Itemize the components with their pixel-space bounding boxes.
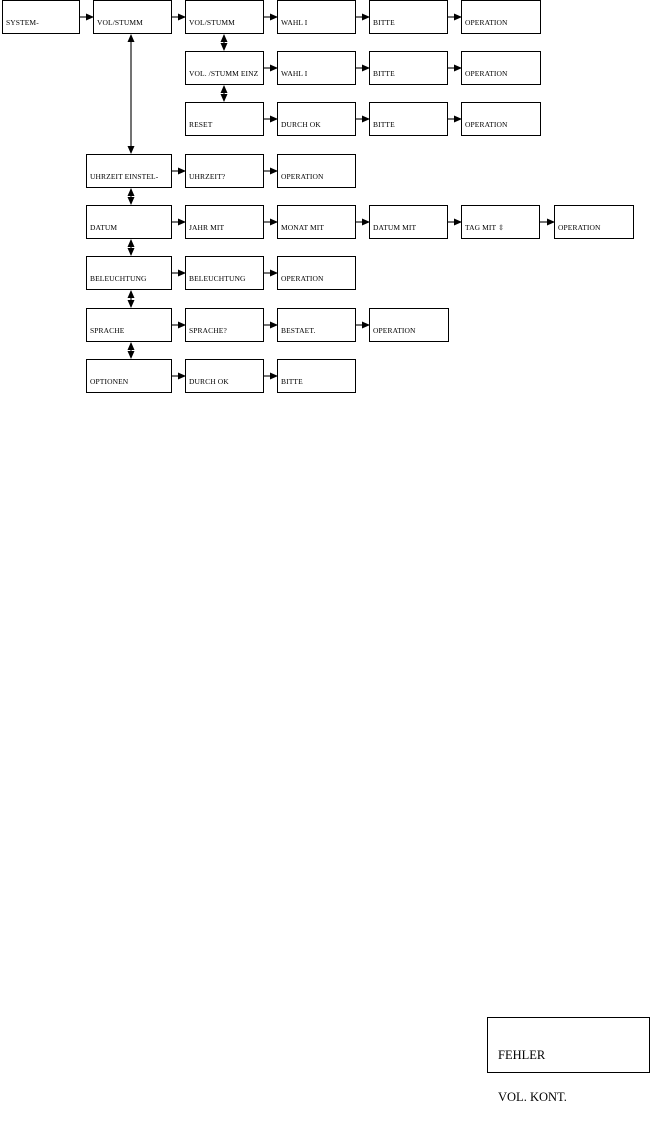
box-line: DATUM xyxy=(90,223,118,233)
box-sprache-frage xyxy=(185,308,264,342)
box-line: RESET xyxy=(189,120,213,130)
box-datum-einstellen xyxy=(86,205,172,239)
box-line: MONAT MIT xyxy=(281,223,325,233)
box-bitte-warten-1 xyxy=(369,0,448,34)
box-beleuchtung-einstellen xyxy=(86,256,172,290)
box-operation-gegluekt-5 xyxy=(554,205,634,239)
box-line: OPERATION xyxy=(465,120,508,130)
box-line: OPERATION xyxy=(558,223,601,233)
box-uhrzeit-einstellen xyxy=(86,154,172,188)
box-line: BESTAET. xyxy=(281,326,316,336)
box-line: BITTE xyxy=(373,18,395,28)
box-operation-gegluekt-4 xyxy=(277,154,356,188)
box-line: UHRZEIT? xyxy=(189,172,226,182)
box-line: DATUM MIT xyxy=(373,223,417,233)
box-operation-gegluekt-1 xyxy=(461,0,541,34)
box-wahl-geraets-2 xyxy=(277,51,356,85)
box-line: TAG MIT ⇳ xyxy=(465,223,505,233)
box-wahl-geraets-1 xyxy=(277,0,356,34)
box-line: OPERATION xyxy=(465,69,508,79)
box-line: SPRACHE xyxy=(90,326,125,336)
box-line: OPTIONEN xyxy=(90,377,129,387)
box-line: SYSTEM- xyxy=(6,18,39,28)
box-line: DURCH OK xyxy=(189,377,229,387)
box-line: OPERATION xyxy=(373,326,416,336)
box-line: OPERATION xyxy=(281,172,324,182)
box-bitte-warten-2 xyxy=(369,51,448,85)
box-fehler-vol-kont xyxy=(487,1017,650,1104)
box-line: SPRACHE? xyxy=(189,326,227,336)
box-tag-waehlen xyxy=(461,205,540,239)
box-durch-ok-bestaetigen xyxy=(277,102,356,136)
box-line: UHRZEIT EINSTEL- xyxy=(90,172,159,182)
box-line: FEHLER xyxy=(498,1048,546,1062)
box-durch-ok-loeschen xyxy=(185,359,264,393)
box-line: VOL/STUMM xyxy=(189,18,235,28)
box-line: BELEUCHTUNG xyxy=(189,274,246,284)
box-operation-gegluekt-3 xyxy=(461,102,541,136)
box-line: WAHL I xyxy=(281,18,308,28)
box-line: BITTE xyxy=(373,120,395,130)
box-bestaet-deutsch xyxy=(277,308,356,342)
box-vol-stumm-alle xyxy=(185,0,264,34)
box-bitte-warten-3 xyxy=(369,102,448,136)
box-operation-gegluekt-6 xyxy=(277,256,356,290)
box-optionen-loeschen xyxy=(86,359,172,393)
box-system xyxy=(2,0,80,34)
box-reset-vol-stumm xyxy=(185,102,264,136)
box-line: WAHL I xyxy=(281,69,308,79)
box-monat-waehlen xyxy=(277,205,356,239)
box-line: VOL/STUMM xyxy=(97,18,143,28)
box-jahr-waehlen xyxy=(185,205,264,239)
box-bitte-warten-4 xyxy=(277,359,356,393)
box-line: OPERATION xyxy=(465,18,508,28)
box-line: JAHR MIT xyxy=(189,223,225,233)
box-beleuchtung-aktiv xyxy=(185,256,264,290)
box-line: BELEUCHTUNG xyxy=(90,274,147,284)
box-uhrzeit-frage xyxy=(185,154,264,188)
box-line: VOL. KONT. xyxy=(498,1090,567,1104)
box-line: OPERATION xyxy=(281,274,324,284)
box-vol-stumm-einstellen xyxy=(93,0,172,34)
box-line: BITTE xyxy=(373,69,395,79)
box-datum-waehlen xyxy=(369,205,448,239)
box-line: BITTE xyxy=(281,377,303,387)
box-operation-gegluekt-7 xyxy=(369,308,449,342)
box-operation-gegluekt-2 xyxy=(461,51,541,85)
box-sprache-einstellen xyxy=(86,308,172,342)
box-vol-stumm-einz xyxy=(185,51,264,85)
box-line: DURCH OK xyxy=(281,120,321,130)
box-line: VOL. /STUMM EINZ xyxy=(189,69,259,79)
